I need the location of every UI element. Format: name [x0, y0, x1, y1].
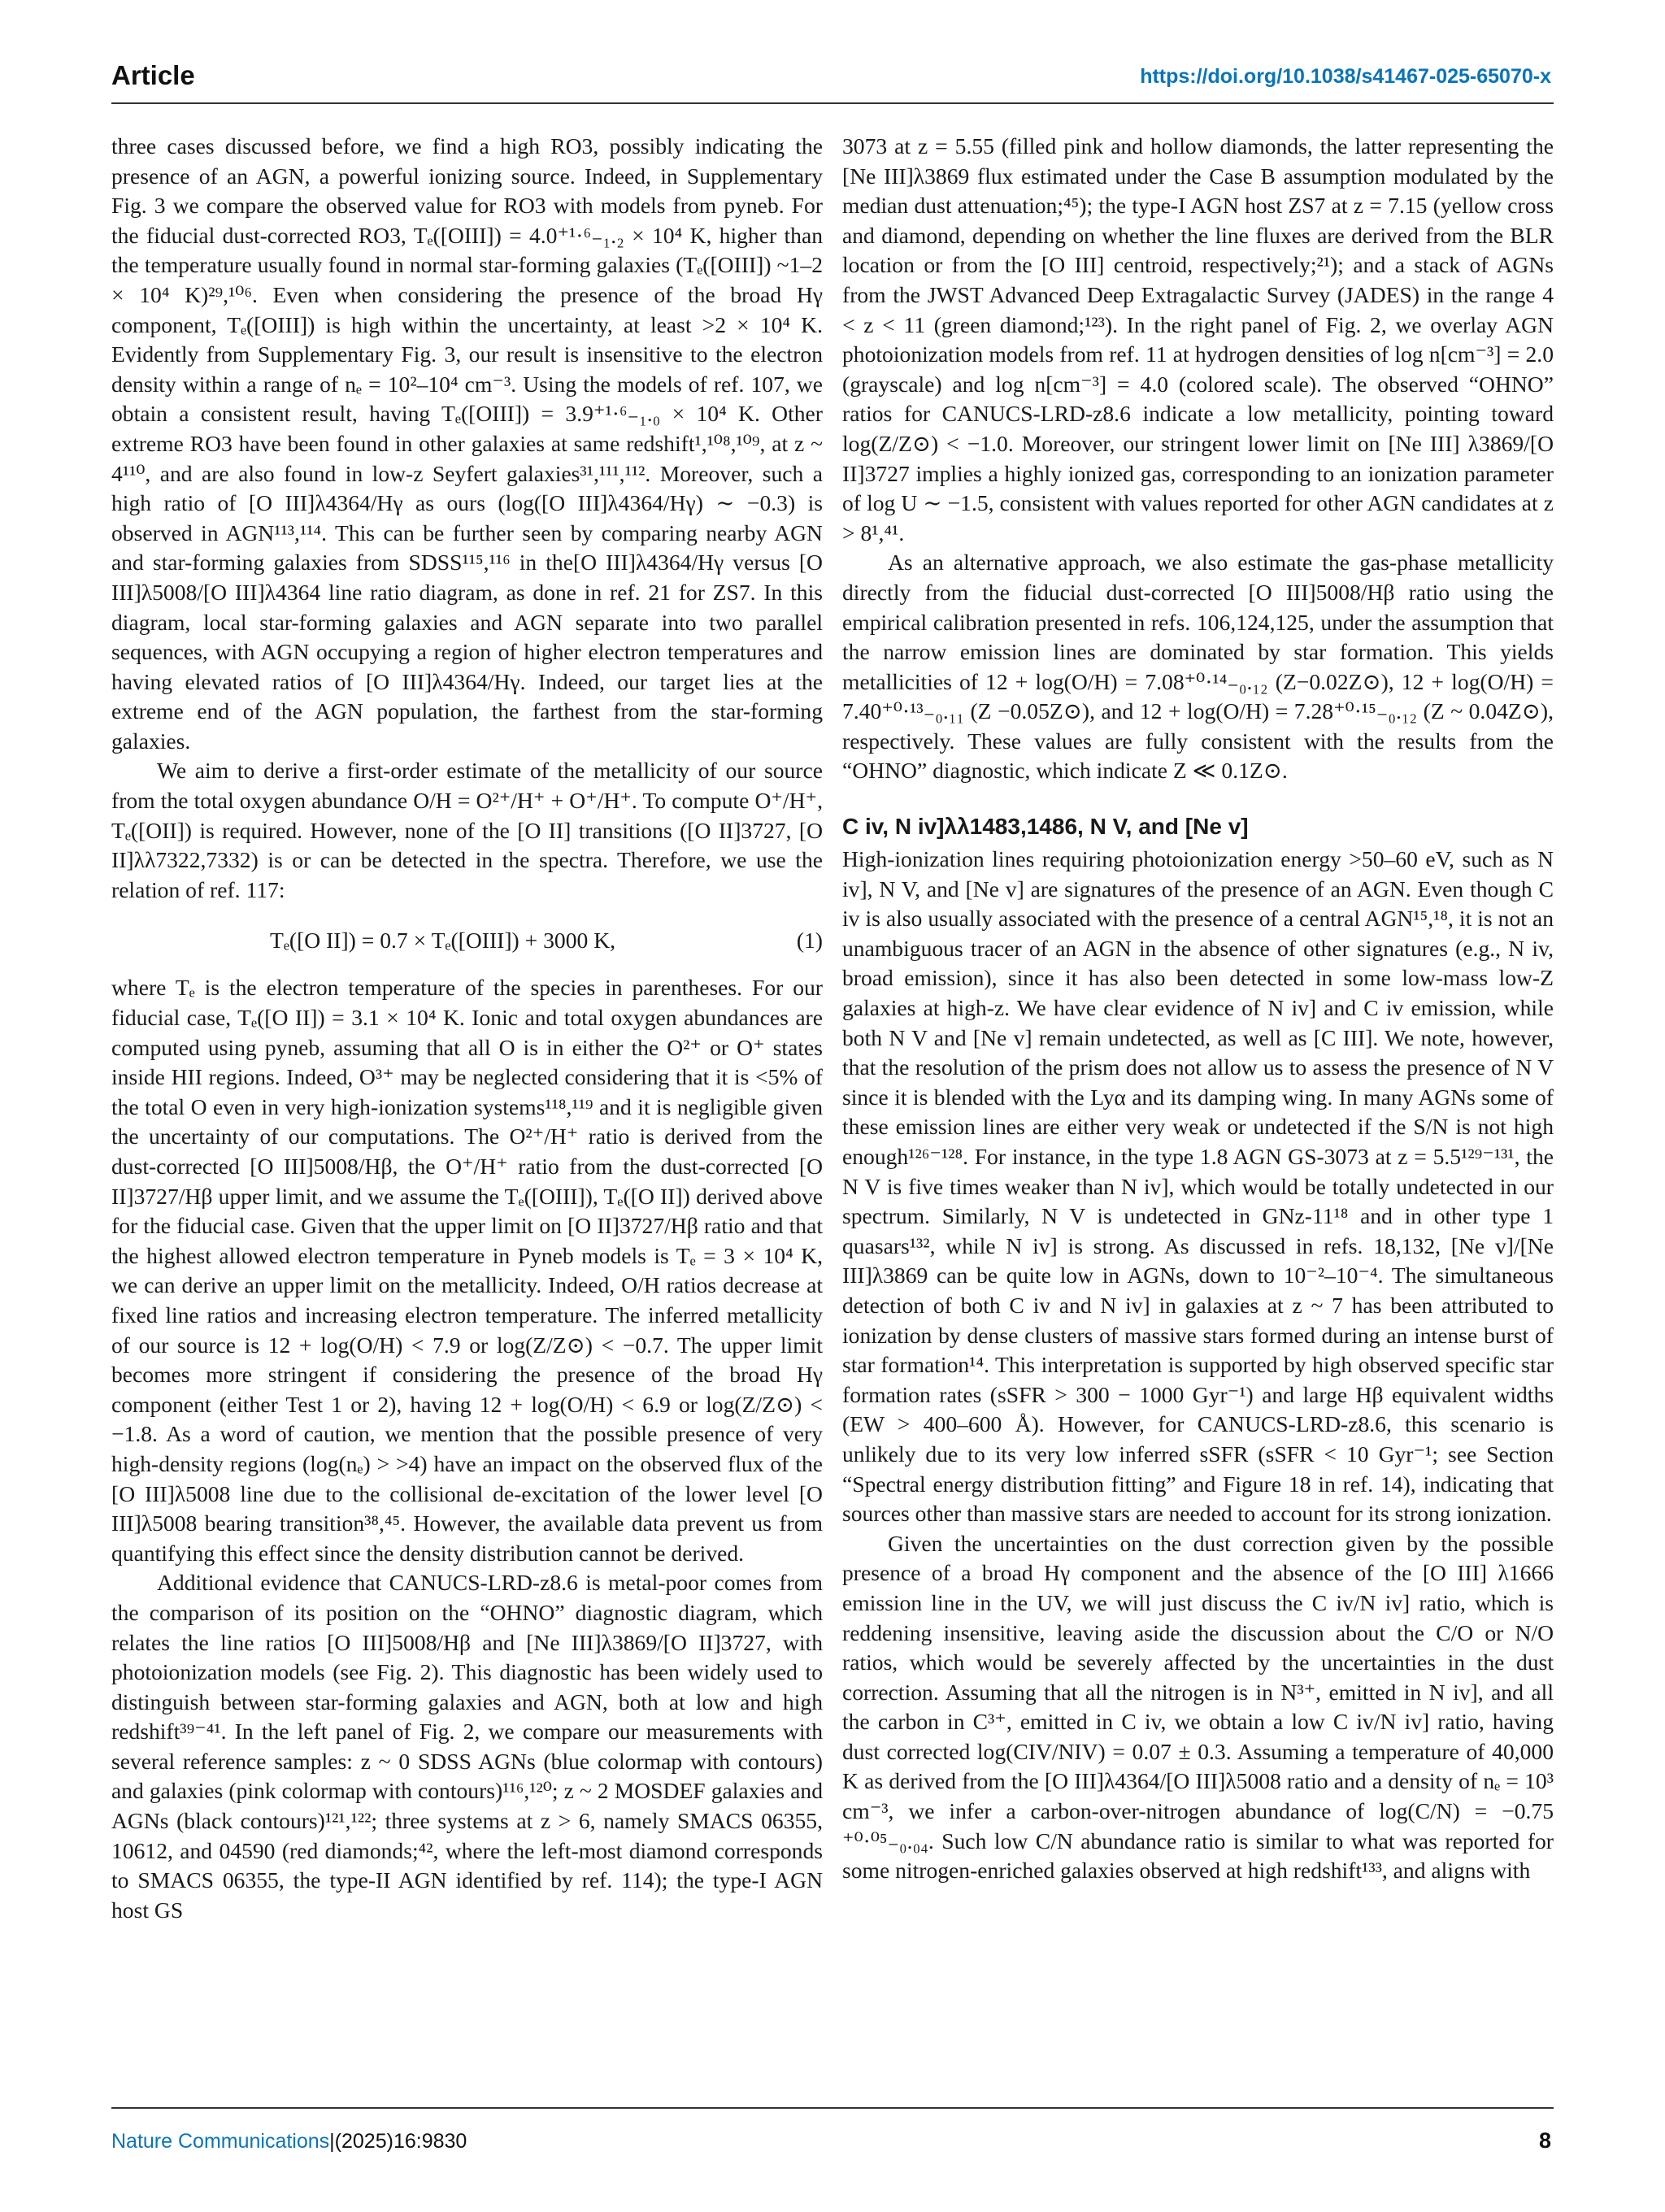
- header-rule: [111, 102, 1554, 104]
- section-label: Article: [111, 60, 195, 90]
- volume-info: (2025)16:9830: [334, 2130, 467, 2153]
- footer-separator: |: [329, 2130, 335, 2153]
- paragraph: 3073 at z = 5.55 (filled pink and hollow diamonds, the latter representing the [Ne III]λ3869 flux estimated under the Case B assumption modulated by the median dust attenuation;⁴⁵); the type-I AGN host ZS7 at z = 7.15 (yellow cross and diamond, depending on whether the line fluxes are derived from the BLR location or from the [O III] centroid, respectively;²¹); and a stack of AGNs from the JWST Advanced Deep Extragalactic Survey (JADES) in the range 4 < z < 11 (green diamond;¹²³). In the right panel of Fig. 2, we overlay AGN photoionization models from ref. 11 at hydrogen densities of log n[cm⁻³] = 2.0 (grayscale) and log n[cm⁻³] = 4.0 (colored scale). The observed “OHNO” ratios for CANUCS-LRD-z8.6 indicate a low metallicity, pointing toward log(Z/Z⊙) < −1.0. Moreover, our stringent lower limit on [Ne III] λ3869/[O II]3727 implies a highly ionized gas, corresponding to an ionization parameter of log U ∼ −1.5, consistent with values reported for other AGN candidates at z > 8¹,⁴¹.: [842, 133, 1554, 545]
- footer-rule: [111, 2107, 1554, 2109]
- equation-1: [111, 915, 823, 965]
- paragraph: Additional evidence that CANUCS-LRD-z8.6 is metal-poor comes from the comparison of its position on the “OHNO” diagnostic diagram, which relates the line ratios [O III]5008/Hβ and [Ne III]λ3869/[O II]3727, with photoionization models (see Fig. 2). This diagnostic has been widely used to distinguish between star-forming galaxies and AGN, both at low and high redshift³⁹⁻⁴¹. In the left panel of Fig. 2, we compare our measurements with several reference samples: z ~ 0 SDSS AGNs (blue colormap with contours) and galaxies (pink colormap with contours)¹¹⁶,¹²⁰; z ~ 2 MOSDEF galaxies and AGNs (black contours)¹²¹,¹²²; three systems at z > 6, namely SMACS 06355, 10612, and 04590 (red diamonds;⁴², where the left-most diamond corresponds to SMACS 06355, the type-II AGN identified by ref. 114); the type-I AGN host GS: [111, 1570, 823, 1923]
- equation-number: (1): [796, 928, 823, 954]
- page-number: 8: [1538, 2128, 1551, 2153]
- left-column: [111, 132, 823, 1925]
- paragraph: High-ionization lines requiring photoionization energy >50–60 eV, such as N iv], N V, and [Ne v] are signatures of the presence of an AGN. Even though C iv is also usually associated with the presence of a central AGN¹⁵,¹⁸, it is not an unambiguous tracer of an AGN in the absence of other signatures (e.g., N iv, broad emission), since it has also been detected in some low-mass low-Z galaxies at high-z. We have clear evidence of N iv] and C iv emission, while both N V and [Ne v] remain undetected, as well as [C III]. We note, however, that the resolution of the prism does not allow us to assess the presence of N V since it is blended with the Lyα and its damping wing. In many AGNs some of these emission lines are either very weak or undetected if the S/N is not high enough¹²⁶⁻¹²⁸. For instance, in the type 1.8 AGN GS-3073 at z = 5.5¹²⁹⁻¹³¹, the N V is five times weaker than N iv], which would be totally undetected in our spectrum. Similarly, N V is undetected in GNz-11¹⁸ and in other type 1 quasars¹³², while N iv] is strong. As discussed in refs. 18,132, [Ne v]/[Ne III]λ3869 can be quite low in AGNs, down to 10⁻²–10⁻⁴. The simultaneous detection of both C iv and N iv] in galaxies at z ~ 7 has been attributed to ionization by dense clusters of massive stars formed during an intense burst of star formation¹⁴. This interpretation is supported by high observed specific star formation rates (sSFR > 300 − 1000 Gyr⁻¹) and large Hβ equivalent widths (EW > 400–600 Å). However, for CANUCS-LRD-z8.6, this scenario is unlikely due to its very low inferred sSFR (sSFR < 10 Gyr⁻¹; see Section “Spectral energy distribution fitting” and Figure 18 in ref. 14), indicating that sources other than massive stars are needed to account for its strong ionization.: [842, 846, 1554, 1527]
- right-column: [842, 132, 1554, 1886]
- paragraph: three cases discussed before, we find a high RO3, possibly indicating the presence of an AGN, a powerful ionizing source. Indeed, in Supplementary Fig. 3 we compare the observed value for RO3 with models from pyneb. For the fiducial dust-corrected RO3, Tₑ([OIII]) = 4.0⁺¹·⁶₋₁.₂ × 10⁴ K, higher than the temperature usually found in normal star-forming galaxies (Tₑ([OIII]) ~1–2 × 10⁴ K)²⁹,¹⁰⁶. Even when considering the presence of the broad Hγ component, Tₑ([OIII]) is high within the uncertainty, at least >2 × 10⁴ K. Evidently from Supplementary Fig. 3, our result is insensitive to the electron density within a range of nₑ = 10²–10⁴ cm⁻³. Using the models of ref. 107, we obtain a consistent result, having Tₑ([OIII]) = 3.9⁺¹·⁶₋₁.₀ × 10⁴ K. Other extreme RO3 have been found in other galaxies at same redshift¹,¹⁰⁸,¹⁰⁹, at z ~ 4¹¹⁰, and are also found in low-z Seyfert galaxies³¹,¹¹¹,¹¹². Moreover, such a high ratio of [O III]λ4364/Hγ as ours (log([O III]λ4364/Hγ) ∼ −0.3) is observed in AGN¹¹³,¹¹⁴. This can be further seen by comparing nearby AGN and star-forming galaxies from SDSS¹¹⁵,¹¹⁶ in the[O III]λ4364/Hγ versus [O III]λ5008/[O III]λ4364 line ratio diagram, as done in ref. 21 for ZS7. In this diagram, local star-forming galaxies and AGN separate into two parallel sequences, with AGN occupying a region of higher electron temperatures and having elevated ratios of [O III]λ4364/Hγ. Indeed, our target lies at the extreme end of the AGN population, the farthest from the star-forming galaxies.: [111, 133, 823, 754]
- footer-citation: [111, 2130, 467, 2153]
- equation-body: Tₑ([O II]) = 0.7 × Tₑ([OIII]) + 3000 K,: [269, 928, 616, 954]
- paragraph: We aim to derive a first-order estimate of the metallicity of our source from the total oxygen abundance O/H = O²⁺/H⁺ + O⁺/H⁺. To compute O⁺/H⁺, Tₑ([OII]) is required. However, none of the [O II] transitions ([O II]3727, [O II]λλ7322,7332) is or can be detected in the spectra. Therefore, we use the relation of ref. 117:: [111, 758, 823, 902]
- journal-name[interactable]: Nature Communications: [111, 2130, 330, 2153]
- section-heading: C iv, N iv]λλ1483,1486, N V, and [Ne v]: [842, 814, 1249, 840]
- paragraph: where Tₑ is the electron temperature of the species in parentheses. For our fiducial case, Tₑ([O II]) = 3.1 × 10⁴ K. Ionic and total oxygen abundances are computed using pyneb, assuming that all O is in either the O²⁺ or O⁺ states inside HII regions. Indeed, O³⁺ may be neglected considering that it is <5% of the total O even in very high-ionization systems¹¹⁸,¹¹⁹ and it is negligible given the uncertainty of our computations. The O²⁺/H⁺ ratio is derived from the dust-corrected [O III]5008/Hβ, the O⁺/H⁺ ratio from the dust-corrected [O II]3727/Hβ upper limit, and we assume the Tₑ([OIII]), Tₑ([O II]) derived above for the fiducial case. Given that the upper limit on [O II]3727/Hβ ratio and that the highest allowed electron temperature in Pyneb models is Tₑ = 3 × 10⁴ K, we can derive an upper limit on the metallicity. Indeed, O/H ratios decrease at fixed line ratios and increasing electron temperature. The inferred metallicity of our source is 12 + log(O/H) < 7.9 or log(Z/Z⊙) < −0.7. The upper limit becomes more stringent if considering the presence of the broad Hγ component (either Test 1 or 2), having 12 + log(O/H) < 6.9 or log(Z/Z⊙) < −1.8. As a word of caution, we mention that the possible presence of very high-density regions (log(nₑ) > >4) have an impact on the observed flux of the [O III]λ5008 line due to the collisional de-excitation of the lower level [O III]λ5008 bearing transition³⁸,⁴⁵. However, the available data prevent us from quantifying this effect since the density distribution cannot be derived.: [111, 975, 823, 1566]
- doi-link[interactable]: https://doi.org/10.1038/s41467-025-65070-x: [1140, 65, 1551, 88]
- paragraph: As an alternative approach, we also estimate the gas-phase metallicity directly from the fiducial dust-corrected [O III]5008/Hβ ratio using the empirical calibration presented in refs. 106,124,125, under the assumption that the narrow emission lines are dominated by star formation. This yields metallicities of 12 + log(O/H) = 7.08⁺⁰·¹⁴₋₀.₁₂ (Z−0.02Z⊙), 12 + log(O/H) = 7.40⁺⁰·¹³₋₀.₁₁ (Z −0.05Z⊙), and 12 + log(O/H) = 7.28⁺⁰·¹⁵₋₀.₁₂ (Z ~ 0.04Z⊙), respectively. These values are fully consistent with the results from the “OHNO” diagnostic, which indicate Z ≪ 0.1Z⊙.: [842, 550, 1554, 784]
- paragraph: Given the uncertainties on the dust correction given by the possible presence of a broad Hγ component and the absence of the [O III] λ1666 emission line in the UV, we will just discuss the C iv/N iv] ratio, which is reddening insensitive, leaving aside the discussion about the C/O or N/O ratios, which would be severely affected by the uncertainties in the dust correction. Assuming that all the nitrogen is in N³⁺, emitted in N iv], and all the carbon in C³⁺, emitted in C iv, we obtain a low C iv/N iv] ratio, having dust corrected log(CIV/NIV) = 0.07 ± 0.3. Assuming a temperature of 40,000 K as derived from the [O III]λ4364/[O III]λ5008 ratio and a density of nₑ = 10³ cm⁻³, we infer a carbon-over-nitrogen abundance of log(C/N) = −0.75 ⁺⁰·⁰⁵₋₀.₀₄. Such low C/N abundance ratio is similar to what was reported for some nitrogen-enriched galaxies observed at high redshift¹³³, and aligns with: [842, 1530, 1554, 1884]
